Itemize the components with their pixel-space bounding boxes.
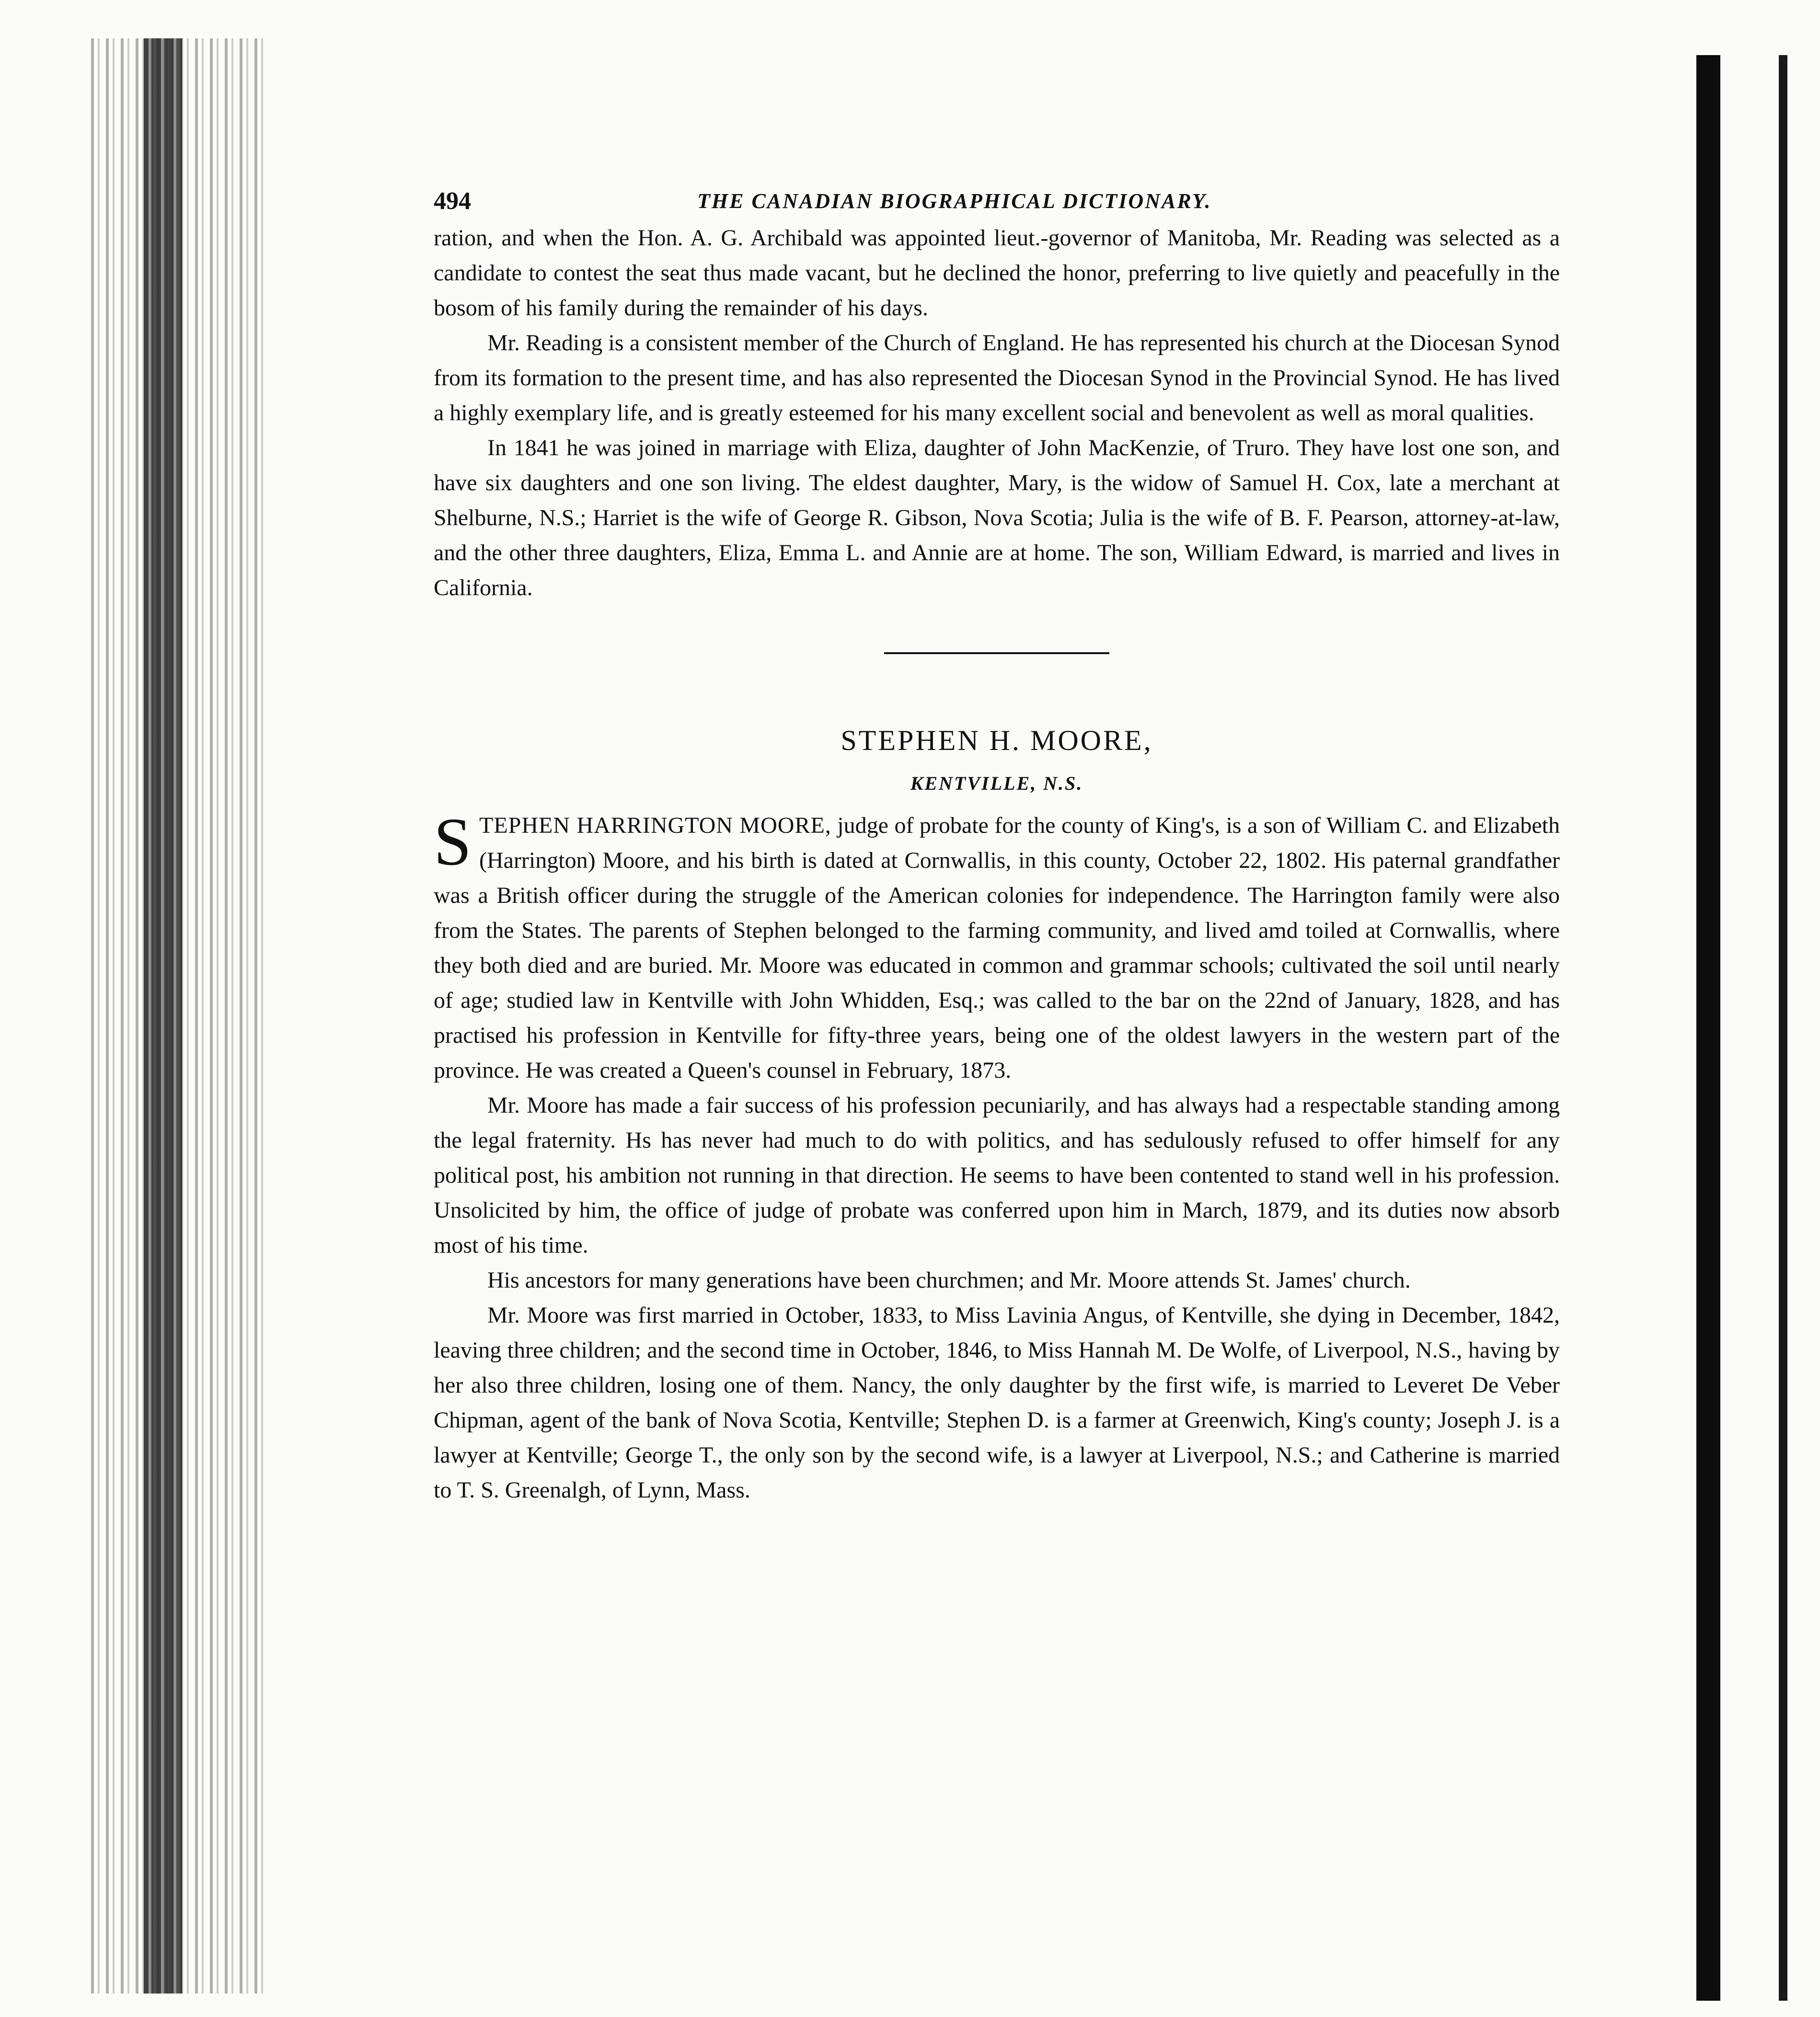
page-number: 494	[434, 187, 471, 215]
lead-in-caps: TEPHEN HARRINGTON MOORE,	[479, 813, 831, 838]
paragraph: His ancestors for many generations have been churchmen; and Mr. Moore attends St. James' church.	[487, 1268, 1411, 1293]
scan-right-edge-line	[1779, 55, 1787, 2001]
section-divider	[884, 652, 1109, 654]
paragraph: Mr. Moore has made a fair success of his profession pecuniarily, and has always had a respectable standing among the legal fraternity. Hs has never had much to do with politics, and has sedulously refused to offer himself for any political post, his ambition not running in that direction. He seems to have been contented to stand well in his profession. Unsolicited by him, the office of judge of probate was conferred upon him in March, 1879, and its duties now absorb most of his time.	[434, 1093, 1560, 1258]
paragraph-text: judge of probate for the county of King's, is a son of William C. and Elizabeth (Harrington) Moore, and his birth is dated at Cornwallis, in this county, October 22, 1802. His paternal grandfather was a British officer during the struggle of the American colonies for independence. The Harrington family were also from the States. The parents of Stephen belonged to the farming community, and lived amd toiled at Cornwallis, where they both died and are buried. Mr. Moore was educated in common and grammar schools; cultivated the soil until nearly of age; studied law in Kentville with John Whidden, Esq.; was called to the bar on the 22nd of January, 1828, and has practised his profession in Kentville for fifty-three years, being one of the oldest lawyers in the western part of the province. He was created a Queen's counsel in February, 1873.	[434, 813, 1560, 1083]
running-title: THE CANADIAN BIOGRAPHICAL DICTIONARY.	[697, 189, 1212, 213]
paragraph	[434, 804, 1560, 1088]
paragraph: Mr. Reading is a consistent member of the Church of England. He has represented his church at the Diocesan Synod from its formation to the present time, and has also represented the Diocesan Synod in the Provincial Synod. He has lived a highly exemplary life, and is greatly esteemed for his many excellent social and benevolent as well as moral qualities.	[434, 330, 1560, 426]
scan-binding-shadow	[144, 38, 182, 1994]
drop-cap: S	[434, 804, 472, 879]
entry-heading: STEPHEN H. MOORE,	[841, 725, 1153, 756]
entry-place: KENTVILLE, N.S.	[910, 772, 1083, 794]
paragraph: Mr. Moore was first married in October, 1833, to Miss Lavinia Angus, of Kentville, she dying in December, 1842, leaving three children; and the second time in October, 1846, to Miss Hannah M. De Wolfe, of Liverpool, N.S., having by her also three children, losing one of them. Nancy, the only daughter by the first wife, is married to Leveret De Veber Chipman, agent of the bank of Nova Scotia, Kentville; Stephen D. is a farmer at Greenwich, King's county; Joseph J. is a lawyer at Kentville; George T., the only son by the second wife, is a lawyer at Liverpool, N.S.; and Catherine is married to T. S. Greenalgh, of Lynn, Mass.	[434, 1302, 1560, 1503]
book-page	[434, 182, 1560, 1508]
previous-entry	[434, 220, 1560, 605]
page-header	[434, 182, 1560, 220]
entry-body	[434, 804, 1560, 1508]
paragraph: ration, and when the Hon. A. G. Archibald was appointed lieut.-governor of Manitoba, Mr. Reading was selected as a candidate to contest the seat thus made vacant, but he declined the honor, preferring to live quietly and peacefully in the bosom of his family during the remainder of his days.	[434, 225, 1560, 321]
paragraph: In 1841 he was joined in marriage with Eliza, daughter of John MacKenzie, of Truro. They have lost one son, and have six daughters and one son living. The eldest daughter, Mary, is the widow of Samuel H. Cox, late a merchant at Shelburne, N.S.; Harriet is the wife of George R. Gibson, Nova Scotia; Julia is the wife of B. F. Pearson, attorney-at-law, and the other three daughters, Eliza, Emma L. and Annie are at home. The son, William Edward, is married and lives in California.	[434, 435, 1560, 600]
scan-right-edge-bar	[1696, 55, 1720, 2001]
